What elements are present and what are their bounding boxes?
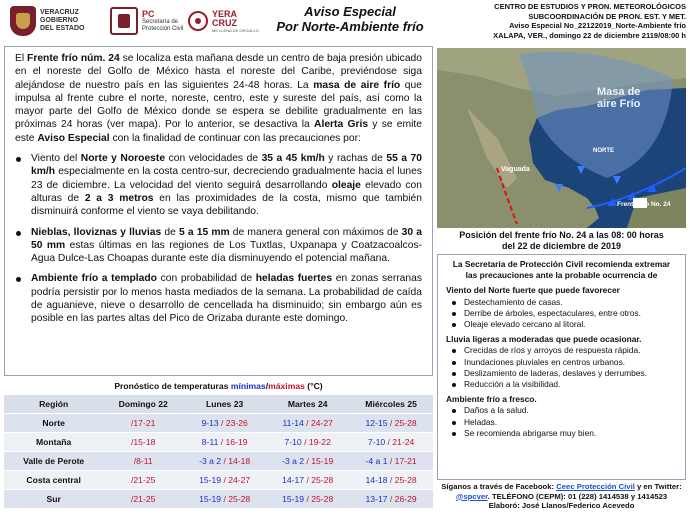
temp-cell: 7-10 / 19-22 bbox=[266, 432, 349, 451]
table-row bbox=[4, 470, 433, 489]
list-item: Se recomienda abrigarse muy bien. bbox=[446, 428, 677, 439]
region-cell: Norte bbox=[4, 413, 103, 432]
temp-cell: 15-19 / 25-28 bbox=[183, 489, 266, 508]
brand-line2: CRUZ bbox=[212, 17, 237, 28]
header-day: Lunes 23 bbox=[183, 394, 266, 413]
table-row bbox=[4, 432, 433, 451]
precautions-rain-list bbox=[446, 345, 677, 390]
temp-cell: /21-25 bbox=[103, 489, 183, 508]
table-row bbox=[4, 451, 433, 470]
precautions-box bbox=[437, 254, 686, 480]
region-cell: Montaña bbox=[4, 432, 103, 451]
hazard-list bbox=[15, 152, 422, 326]
list-item: Heladas. bbox=[446, 417, 677, 428]
header-region: Región bbox=[4, 394, 103, 413]
precautions-wind-list bbox=[446, 297, 677, 331]
precautions-cold-title: Ambiente frío a fresco. bbox=[446, 394, 537, 405]
footer-credits: Elaboró: José Llanos/Federico Acevedo bbox=[488, 501, 635, 511]
temp-cell: 12-15 / 25-28 bbox=[349, 413, 433, 432]
table-row bbox=[4, 413, 433, 432]
temp-cell: 11-14 / 24-27 bbox=[266, 413, 349, 432]
page-title bbox=[262, 4, 438, 34]
temp-cell: 15-19 / 25-28 bbox=[266, 489, 349, 508]
header bbox=[0, 0, 690, 44]
temp-cell: 8-11 / 16-19 bbox=[183, 432, 266, 451]
precautions-cold-list bbox=[446, 405, 677, 439]
precautions-intro: La Secretaría de Protección Civil recomienda extremar las precauciones ante la probable ocurrencia de bbox=[452, 259, 671, 281]
temp-cell: /17-21 bbox=[103, 413, 183, 432]
list-item: Oleaje elevado cercano al litoral. bbox=[446, 319, 677, 330]
temp-cell: 15-19 / 24-27 bbox=[183, 470, 266, 489]
header-day: Miércoles 25 bbox=[349, 394, 433, 413]
list-item: Derribe de árboles, espectaculares, entre otros. bbox=[446, 308, 677, 319]
org-line3: Aviso Especial No_22122019_Norte-Ambiente frío bbox=[509, 21, 686, 30]
map-label-front: Frente frío No. 24 bbox=[617, 201, 671, 208]
table-header-row bbox=[4, 394, 433, 413]
map-label-norte: NORTE bbox=[593, 148, 614, 154]
veracruz-brand-icon bbox=[188, 11, 208, 31]
veracruz-logo bbox=[10, 3, 92, 39]
brand-sub: ME LLENA DE ORGULLO bbox=[212, 27, 259, 33]
intro-paragraph: El Frente frío núm. 24 se localiza esta mañana desde un centro de baja presión ubicado en el noreste del Golfo de México hasta el noreste del Caribe, previéndose siga alejándose de nuestro país en las siguientes 24-48 horas. La masa de aire frío que impulsa al frente cubre el norte, noreste, centro, este y sureste del país, así como la mayor parte del Golfo de México donde se espera se debilite gradualmente en las próximas 24 horas (ver mapa). Por lo anterior, se desactiva la Alerta Gris y se emite este Aviso Especial con la finalidad de continuar con las precauciones por: bbox=[15, 53, 423, 144]
table-row bbox=[4, 489, 433, 508]
pc-logo-title: PC bbox=[142, 9, 155, 19]
map-label-vaguada: Vaguada bbox=[501, 166, 530, 173]
list-item: Reducción a la visibilidad. bbox=[446, 379, 677, 390]
veracruz-seal-icon bbox=[10, 6, 36, 36]
title-line2: Por Norte-Ambiente frío bbox=[276, 19, 424, 34]
temp-cell: 13-17 / 26-29 bbox=[349, 489, 433, 508]
temp-cell: 9-13 / 23-26 bbox=[183, 413, 266, 432]
hazard-cold: Ambiente frío a templado con probabilidad de heladas fuertes en zonas serranas podría persistir por lo menos hasta mediados de la semana. La probabilidad de caída de aguanieve, nieve o desarrollo de cencellada ha disminuido; sin embargo aún es posible en las partes altas del Pico de Orizaba durante este domingo. bbox=[15, 272, 422, 325]
temp-cell: -3 a 2 / 14-18 bbox=[183, 451, 266, 470]
org-line1: CENTRO DE ESTUDIOS Y PRON. METEOROLÓGICOS bbox=[494, 2, 686, 11]
region-cell: Valle de Perote bbox=[4, 451, 103, 470]
veracruz-logo-text: VERACRUZ GOBIERNO DEL ESTADO bbox=[40, 9, 85, 32]
list-item: Daños a la salud. bbox=[446, 405, 677, 416]
precautions-rain-title: Lluvia ligeras a moderadas que puede ocasionar. bbox=[446, 334, 642, 345]
map-caption: Posición del frente frío No. 24 a las 08: 00 horas del 22 de diciembre de 2019 bbox=[459, 230, 664, 251]
list-item: Destechamiento de casas. bbox=[446, 297, 677, 308]
temp-cell: 7-10 / 21-24 bbox=[349, 432, 433, 451]
pc-logo bbox=[110, 3, 186, 39]
temp-cell: -3 a 2 / 15-19 bbox=[266, 451, 349, 470]
precautions-wind-title: Viento del Norte fuerte que puede favorecer bbox=[446, 285, 620, 296]
brand-line1: YERA bbox=[212, 8, 238, 19]
title-line1: Aviso Especial bbox=[304, 4, 396, 19]
pc-logo-sub: Secretaría de Protección Civil bbox=[142, 19, 184, 32]
header-day: Domingo 22 bbox=[103, 394, 183, 413]
veracruz-brand-logo bbox=[188, 3, 259, 39]
list-item: Deslizamiento de laderas, deslaves y derrumbes. bbox=[446, 368, 677, 379]
region-cell: Sur bbox=[4, 489, 103, 508]
weather-map bbox=[437, 48, 686, 228]
map-label-mass: Masa de aire Frío bbox=[597, 86, 641, 110]
temp-cell: 14-17 / 25-28 bbox=[266, 470, 349, 489]
footer: Síganos a través de Facebook: Ceec Protección Civil y en Twitter: @spcver. TELÉFONO (CEPM): 01 (228) 1414538 y 1414523 Elaboró: José Llanos/Federico Acevedo bbox=[437, 482, 686, 511]
temp-cell: -4 a 1 / 17-21 bbox=[349, 451, 433, 470]
header-day: Martes 24 bbox=[266, 394, 349, 413]
temp-cell: /15-18 bbox=[103, 432, 183, 451]
list-item: Crecidas de ríos y arroyos de respuesta rápida. bbox=[446, 345, 677, 356]
org-line4: XALAPA, VER., domingo 22 de diciembre 2119/08:00 h bbox=[493, 30, 686, 40]
twitter-link[interactable]: @spcver bbox=[455, 491, 488, 501]
hazard-rain: Nieblas, lloviznas y lluvias de 5 a 15 mm de manera general con máximos de 30 a 50 mm estas últimas en las regiones de Los Tuxtlas, Uxpanapa y Coatzacoalcos-Agua Dulce-Las Choapas durante este día disminuyendo el potencial mañana. bbox=[15, 226, 422, 266]
region-cell: Costa central bbox=[4, 470, 103, 489]
list-item: Inundaciones pluviales en centros urbanos. bbox=[446, 357, 677, 368]
temp-cell: /21-25 bbox=[103, 470, 183, 489]
temperature-table-caption: Pronóstico de temperaturas mínimas/máximas (°C) bbox=[4, 378, 433, 394]
hazard-wind: Viento del Norte y Noroeste con velocidades de 35 a 45 km/h y rachas de 55 a 70 km/h especialmente en la costa centro-sur, decreciendo gradualmente hacia el lunes 23 de diciembre. La velocidad del viento seguirá desarrollando oleaje elevado con alturas de 2 a 3 metros en las proximidades de la costa, mismo que también disminuirá conforme el viento se vaya debilitando. bbox=[15, 152, 422, 218]
temp-cell: /8-11 bbox=[103, 451, 183, 470]
org-line2: SUBCOORDINACIÓN DE PRON. EST. Y MET. bbox=[528, 11, 686, 21]
org-info bbox=[454, 2, 686, 40]
main-text-box bbox=[4, 46, 433, 376]
temp-cell: 14-18 / 25-28 bbox=[349, 470, 433, 489]
pc-shield-icon bbox=[110, 7, 138, 35]
facebook-link[interactable]: Ceec Protección Civil bbox=[556, 482, 635, 491]
temperature-table bbox=[4, 378, 433, 509]
